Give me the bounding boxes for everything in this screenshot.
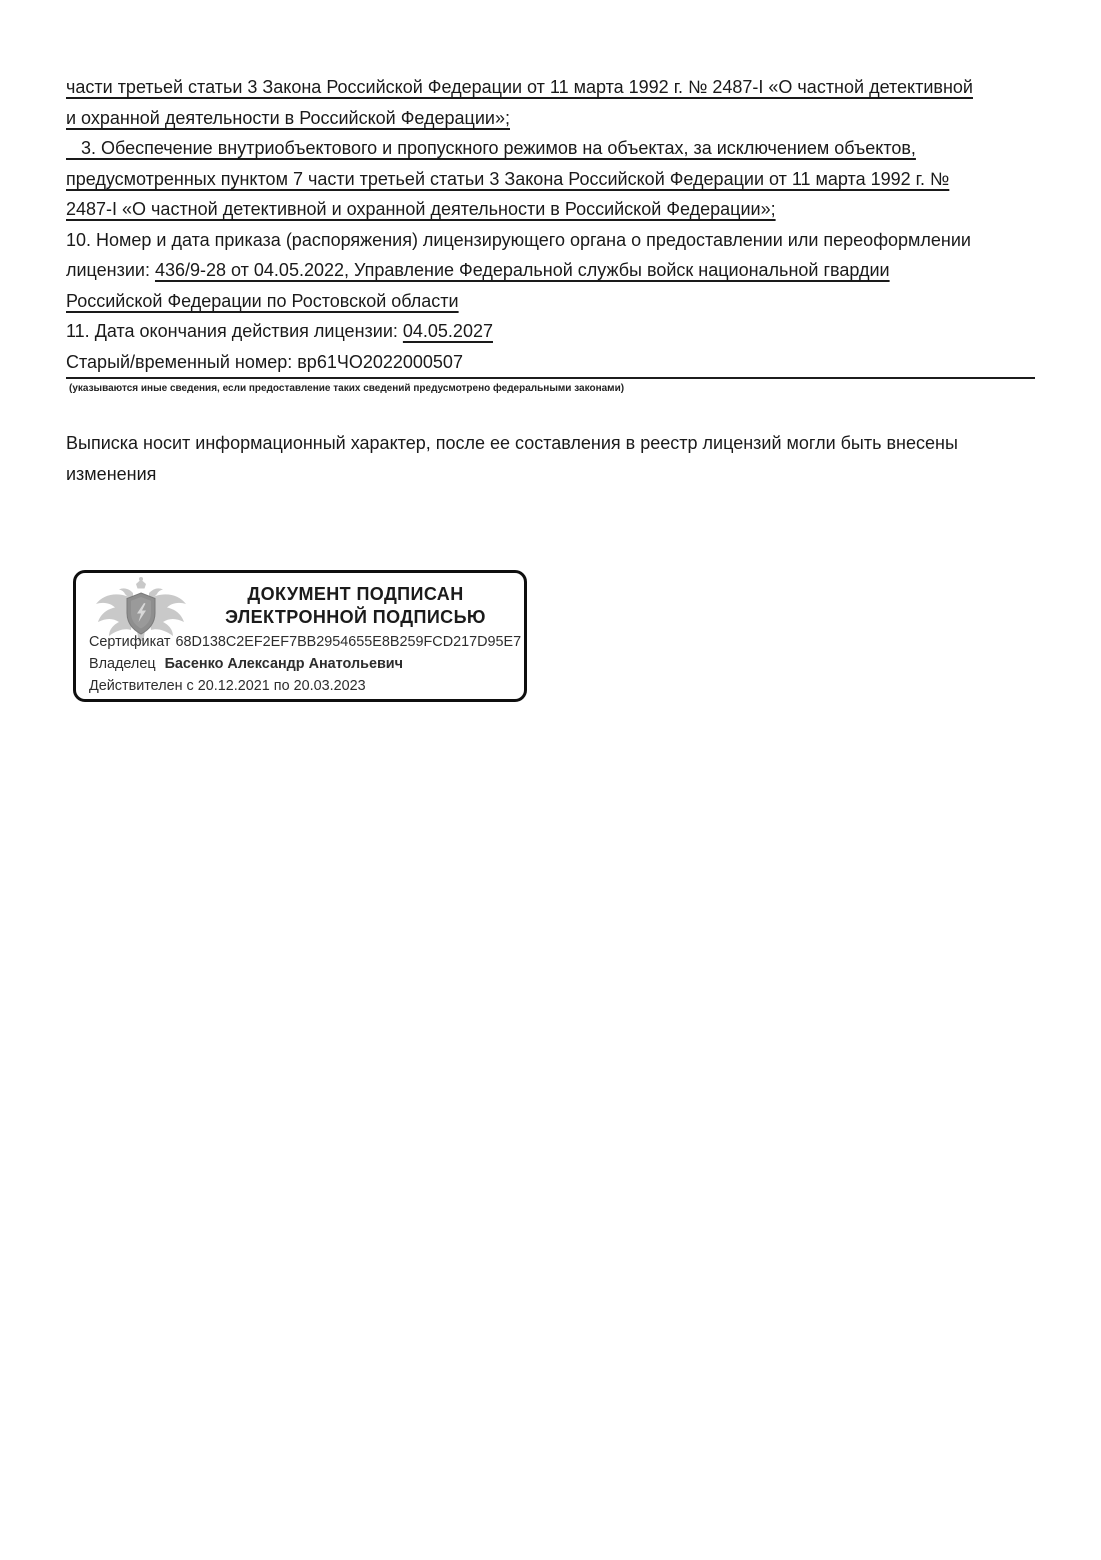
text-segment: 11. Дата окончания действия лицензии:: [66, 321, 403, 341]
owner-label: Владелец: [89, 656, 156, 672]
text-line: [66, 347, 1035, 380]
stamp-title-line1: ДОКУМЕНТ ПОДПИСАН: [247, 584, 464, 604]
text-line: [66, 194, 1035, 225]
text-line: [66, 133, 1035, 164]
text-segment: Старый/временный номер: вр61ЧО2022000507: [66, 351, 463, 372]
stamp-title-line2: ЭЛЕКТРОННОЙ ПОДПИСЬЮ: [225, 606, 486, 627]
text-segment: (указываются иные сведения, если предоставление таких сведений предусмотрено федеральными законами): [69, 383, 625, 394]
text-line: [66, 164, 1035, 195]
note-line: изменения: [66, 464, 157, 484]
stamp-title: [192, 583, 519, 628]
validity-text: Действителен с 20.12.2021 по 20.03.2023: [89, 678, 366, 694]
body-text: [66, 72, 1035, 399]
text-line: [66, 286, 1035, 317]
underlined-text-segment: и охранной деятельности в Российской Федерации»;: [66, 107, 510, 128]
underlined-text-segment: 04.05.2027: [402, 321, 493, 341]
text-line: [66, 225, 1035, 256]
underlined-text-segment: 3. Обеспечение внутриобъектового и пропускного режимов на объектах, за исключением объектов,: [66, 138, 916, 158]
stamp-owner-row: [89, 655, 520, 673]
signature-stamp: [73, 570, 527, 702]
stamp-certificate-row: [89, 633, 520, 651]
text-line: [66, 316, 1035, 347]
stamp-validity-row: [89, 677, 520, 695]
certificate-label: Сертификат: [89, 634, 171, 650]
underlined-text-segment: 436/9-28 от 04.05.2022, Управление Федеральной службы войск национальной гвардии: [154, 260, 890, 280]
underlined-text-segment: предусмотренных пунктом 7 части третьей статьи 3 Закона Российской Федерации от 11 марта 1992 г. №: [66, 168, 950, 189]
underlined-text-segment: части третьей статьи 3 Закона Российской Федерации от 11 марта 1992 г. № 2487-I «О частной детективной: [66, 77, 973, 97]
text-segment: 10. Номер и дата приказа (распоряжения) лицензирующего органа о предоставлении или переоформлении: [66, 229, 971, 250]
owner-value: Басенко Александр Анатольевич: [164, 656, 403, 672]
note-line: Выписка носит информационный характер, после ее составления в реестр лицензий могли быть внесены: [66, 433, 958, 453]
text-line: [66, 103, 1035, 134]
text-line: [66, 255, 1035, 286]
text-line: [66, 72, 1035, 103]
underlined-text-segment: Российской Федерации по Ростовской области: [66, 290, 459, 311]
text-segment: лицензии:: [66, 260, 155, 280]
certificate-value: 68D138C2EF2EF7BB2954655E8B259FCD217D95E7: [175, 634, 522, 650]
underlined-text-segment: 2487-I «О частной детективной и охранной деятельности в Российской Федерации»;: [66, 199, 776, 219]
note-paragraph: [66, 428, 1035, 490]
footnote-line: [66, 379, 1035, 399]
